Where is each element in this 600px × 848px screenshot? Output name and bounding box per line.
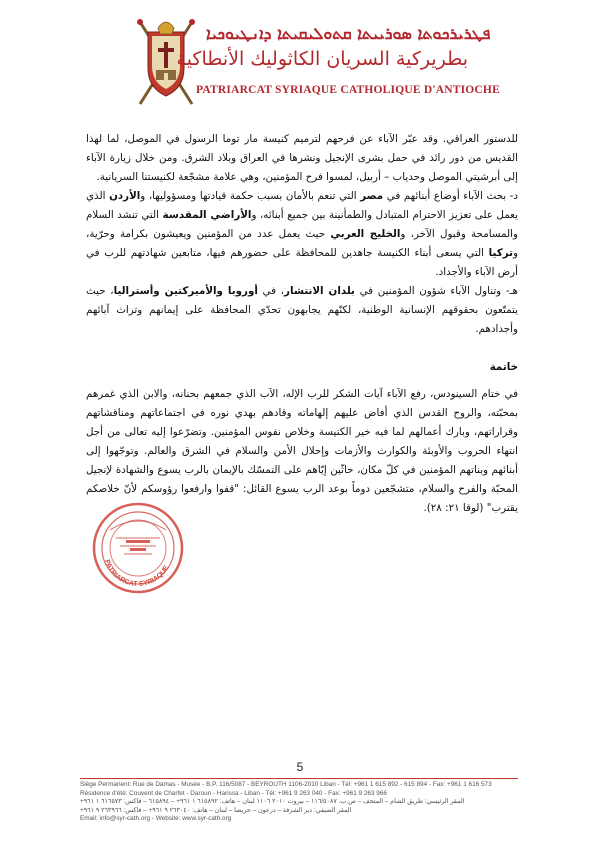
footer-line-summer-residence: Résidence d'été: Couvent de Charfet - Daroun - Harissa - Liban - Tél: +961 9 263 040 - Fax: +961 9 263 966 [80,789,387,797]
letter-body [86,130,518,518]
text: التي يسعى أبناء الكنيسة جاهدين للمحافظة على حضورهم فيها، متابعين شهادتهم للرب في أرض الآباء والأجداد. [86,247,518,278]
footer-address-block [80,781,540,824]
arabic-title: بطريركية السريان الكاثوليك الأنطاكية [176,48,468,70]
footer-line-arabic-summer: المقر الصيفي: دير الشرفة – درعون – حريصا – لبنان – هاتف: ٢٦٣٠٤٠ ٩ ٩٦١+ – فاكس: ٢٦٣٩٦٦ ٩ ٩٦١+ [80,806,352,814]
conclusion-paragraph: في ختام السينودس، رفع الآباء آيات الشكر للرب الإله، الآب الذي جمعهم بحنانه، والابن الذي غمرهم بمحبّته، والروح القدس الذي أفاض عليهم إلهاماته وقادهم بهدي نوره في اجتماعاتهم ومناقشاتهم وقراراتهم، وبارك أعمالهم لما فيه خير الكنيسة وخلاص نفوس المؤمنين. وتضرّعوا إليه تعالى من أجل انتهاء الحروب والأوبئة والكوارث والأزمات وإحلال الأمن والسلام في الشرق والعالم. وتوجّهوا إلى أبنائهم وبناتهم المؤمنين في كلّ مكان، حاثّين إيّاهم على التمسّك بالإيمان بالرب يسوع والشهادة لإنجيل المحبّة والفرح والسلام، متشجّعين دوماً بوعد الرب يسوع القائل: "قفوا وارفعوا رؤوسكم لأنّ خلاصكم يقترب" (لوقا ٢١: ٢٨). [86,388,518,514]
footer-line-arabic-main: المقر الرئيسي: طريق الشام – المتحف – ص.ب. ١١٦/٥٠٨٧ – بيروت ٢٠١٠ ١١٠٦ لبنان – هاتف: ٦١٥٨٩٢ ١ ٩٦١+ – ٦١٥٨٩٤ – فاكس: ٦١٦٥٧٣ ١ ٩٦١+ [80,798,465,806]
footer-line-main-address: Siège Permanent: Rue de Damas - Musée - B.P. 116/5087 - BEYROUTH 1106-2010 Liban - Tél: +961 1 615 892 - 615 894 - Fax: +961 1 616 573 [80,781,492,788]
latin-title: PATRIARCAT SYRIAQUE CATHOLIQUE D'ANTIOCHE [196,84,500,96]
paragraph-iraq: للدستور العراقي. وقد عبّر الآباء عن فرحهم لترميم كنيسة مار توما الرسول في الموصل، لما لهذا القديس من دور رائد في حمل بشرى الإنجيل ونشرها في العراق وبلاد الشرق. ومن خلال زيارة الآباء إلى أبرشيتي الموصل وحدياب – أربيل، لمسوا فرح المؤمنين، وهي علامة مشجّعة لكنيستنا السريانية. [86,133,518,183]
footer-divider [80,778,518,779]
text: ، في [257,285,285,297]
highlight-turkey: تركيا [488,247,514,259]
highlight-diaspora: بلدان الانتشار [284,285,355,297]
text: هـ- وتناول الآباء شؤون المؤمنين في [354,285,518,297]
highlight-egypt: مصر [360,190,384,202]
highlight-regions: أوروبا والأميركتين وأستراليا [113,285,258,297]
conclusion-heading: خاتمة [489,361,518,373]
paragraph-d [86,187,518,282]
text: التي تنعم بالأمان بسبب حكمة قيادتها ومسؤوليها، و [140,190,361,202]
svg-text:PATRIARCAT SYRIAQUE: PATRIARCAT SYRIAQUE [103,558,171,589]
text: ، حيث يتمتّعون بحقوقهم الإنسانية الوطنية، لكنّهم يجابهون تحدّي المحافظة على إيمانهم وتراث آبائهم وأجدادهم. [86,285,518,335]
text: التي تنشد السلام والمسامحة وقبول الآخر، و [86,209,518,240]
syriac-title: ܦܛܪܝܪܟܘܬܐ ܣܘܪܝܝܬܐ ܩܬܘܠܝܩܝܬܐ ܕܐܢܛܝܘܟܝܐ [206,24,491,43]
highlight-jordan: الأردن [109,190,141,202]
text: حيث يعمل عدد من المؤمنين ويعيشون بكرامة وحرّية، و [86,228,518,259]
page-number: 5 [296,760,304,774]
text: د- بحث الآباء أوضاع أبنائهم في [383,190,518,202]
highlight-holy-land: الأراضي المقدسة [162,209,252,221]
footer-line-contact: Email: info@syr-cath.org - Website: www.syr-cath.org [80,815,232,823]
text: الذي يعمل على تعزيز الاحترام المتبادل والطمأنينة بين جميع أبنائه، و [86,190,519,221]
highlight-gulf: الخليج العربي [330,228,401,240]
paragraph-h [86,282,518,339]
official-seal-stamp [90,500,186,596]
